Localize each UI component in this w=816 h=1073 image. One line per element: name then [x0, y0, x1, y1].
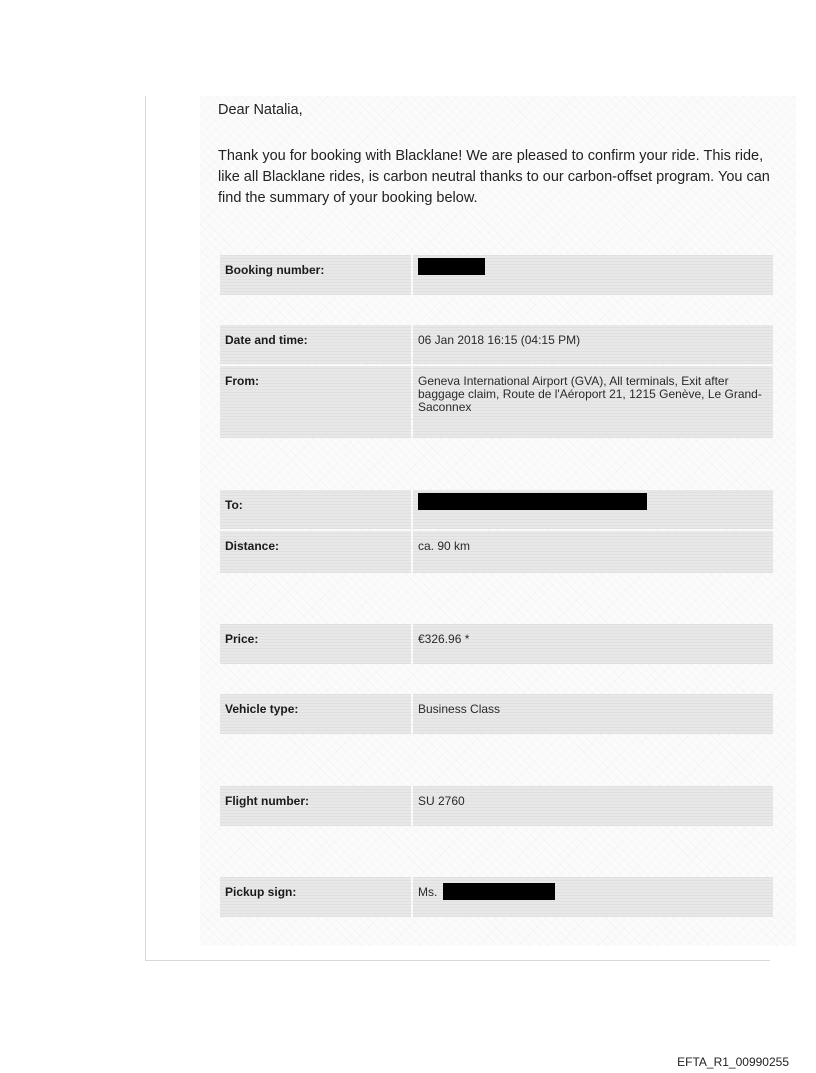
frame-left-border	[145, 96, 146, 960]
from-row	[220, 366, 773, 438]
intro-paragraph: Thank you for booking with Blacklane! We are pleased to confirm your ride. This ride, like all Blacklane rides, is carbon neutral thanks to our carbon-offset program. You can find the summary of your booking below.	[218, 148, 770, 206]
distance-value: ca. 90 km	[413, 531, 773, 573]
document-id: EFTA_R1_00990255	[677, 1055, 789, 1069]
frame-bottom-border	[145, 960, 770, 961]
distance-label: Distance:	[220, 531, 411, 573]
to-row	[220, 490, 773, 529]
redaction-block	[418, 493, 647, 510]
price-value: €326.96 *	[413, 624, 773, 664]
flight-label: Flight number:	[220, 786, 411, 826]
vehicle-value: Business Class	[413, 694, 773, 734]
from-value: Geneva International Airport (GVA), All terminals, Exit after baggage claim, Route de l'Aéroport 21, 1215 Genève, Le Grand-Saconnex	[413, 366, 773, 438]
vehicle-row	[220, 694, 773, 734]
booking-number-row	[220, 255, 773, 295]
to-value	[413, 490, 773, 529]
booking-number-value	[413, 255, 773, 295]
date-value: 06 Jan 2018 16:15 (04:15 PM)	[413, 325, 773, 364]
greeting: Dear Natalia,	[218, 102, 303, 118]
redaction-block	[418, 258, 485, 275]
booking-number-label: Booking number:	[220, 255, 411, 295]
flight-row	[220, 786, 773, 826]
from-label: From:	[220, 366, 411, 438]
price-label: Price:	[220, 624, 411, 664]
flight-value: SU 2760	[413, 786, 773, 826]
date-label: Date and time:	[220, 325, 411, 364]
pickup-row	[220, 877, 773, 917]
pickup-label: Pickup sign:	[220, 877, 411, 917]
distance-row	[220, 531, 773, 573]
price-row	[220, 624, 773, 664]
to-label: To:	[220, 490, 411, 529]
redaction-block	[443, 883, 555, 900]
date-row	[220, 325, 773, 364]
pickup-value	[413, 877, 773, 917]
vehicle-label: Vehicle type:	[220, 694, 411, 734]
pickup-prefix: Ms.	[418, 885, 438, 899]
